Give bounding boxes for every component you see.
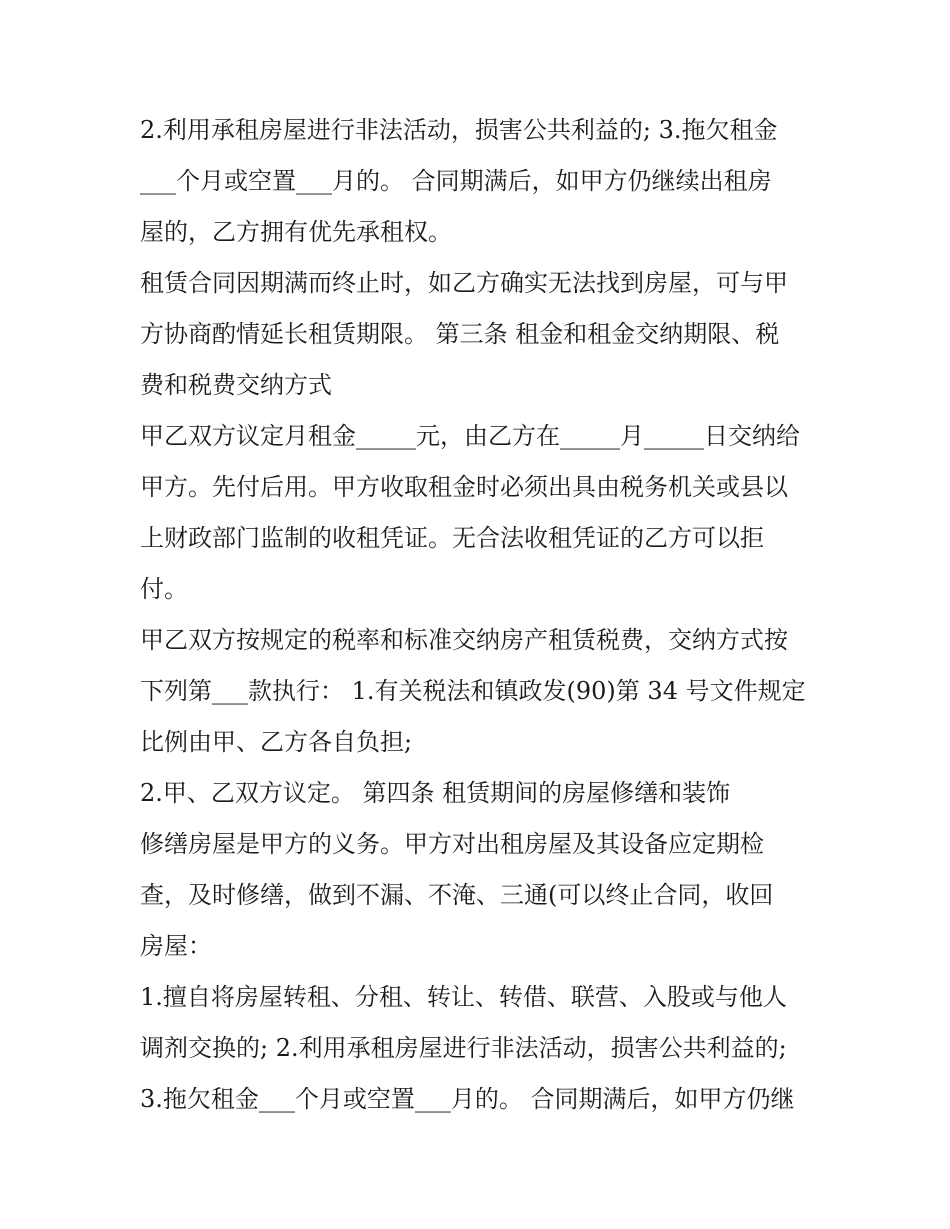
- text-line: 上财政部门监制的收租凭证。无合法收租凭证的乙方可以拒: [140, 524, 764, 552]
- text-line: 2.甲、乙双方议定。 第四条 租赁期间的房屋修缮和装饰: [140, 779, 731, 807]
- text-line: 查，及时修缮，做到不漏、不淹、三通(可以终止合同，收回: [140, 881, 774, 909]
- text-line: 3.拖欠租金___个月或空置___月的。 合同期满后，如甲方仍继: [140, 1085, 795, 1113]
- text-line: 方协商酌情延长租赁期限。 第三条 租金和租金交纳期限、税: [140, 320, 780, 348]
- text-line: 下列第___款执行： 1.有关税法和镇政发(90)第 34 号文件规定: [140, 677, 806, 705]
- text-line: 费和税费交纳方式: [140, 371, 332, 399]
- text-line: 租赁合同因期满而终止时，如乙方确实无法找到房屋，可与甲: [140, 269, 788, 297]
- text-line: 付。: [140, 575, 188, 603]
- text-line: 屋的，乙方拥有优先承租权。: [140, 218, 452, 246]
- text-line: 比例由甲、乙方各自负担;: [140, 728, 413, 756]
- text-line: 甲乙双方按规定的税率和标准交纳房产租赁税费，交纳方式按: [140, 626, 788, 654]
- text-line: ___个月或空置___月的。 合同期满后，如甲方仍继续出租房: [140, 167, 772, 195]
- text-line: 调剂交换的; 2.利用承租房屋进行非法活动，损害公共利益的;: [140, 1034, 787, 1062]
- text-line: 甲方。先付后用。甲方收取租金时必须出具由税务机关或县以: [140, 473, 788, 501]
- text-line: 1.擅自将房屋转租、分租、转让、转借、联营、入股或与他人: [140, 983, 787, 1011]
- text-line: 修缮房屋是甲方的义务。甲方对出租房屋及其设备应定期检: [140, 830, 764, 858]
- text-line: 2.利用承租房屋进行非法活动，损害公共利益的; 3.拖欠租金: [140, 116, 778, 144]
- text-line: 房屋：: [140, 932, 212, 960]
- text-line: 甲乙双方议定月租金_____元，由乙方在_____月_____日交纳给: [140, 422, 800, 450]
- document-body: [140, 105, 830, 1125]
